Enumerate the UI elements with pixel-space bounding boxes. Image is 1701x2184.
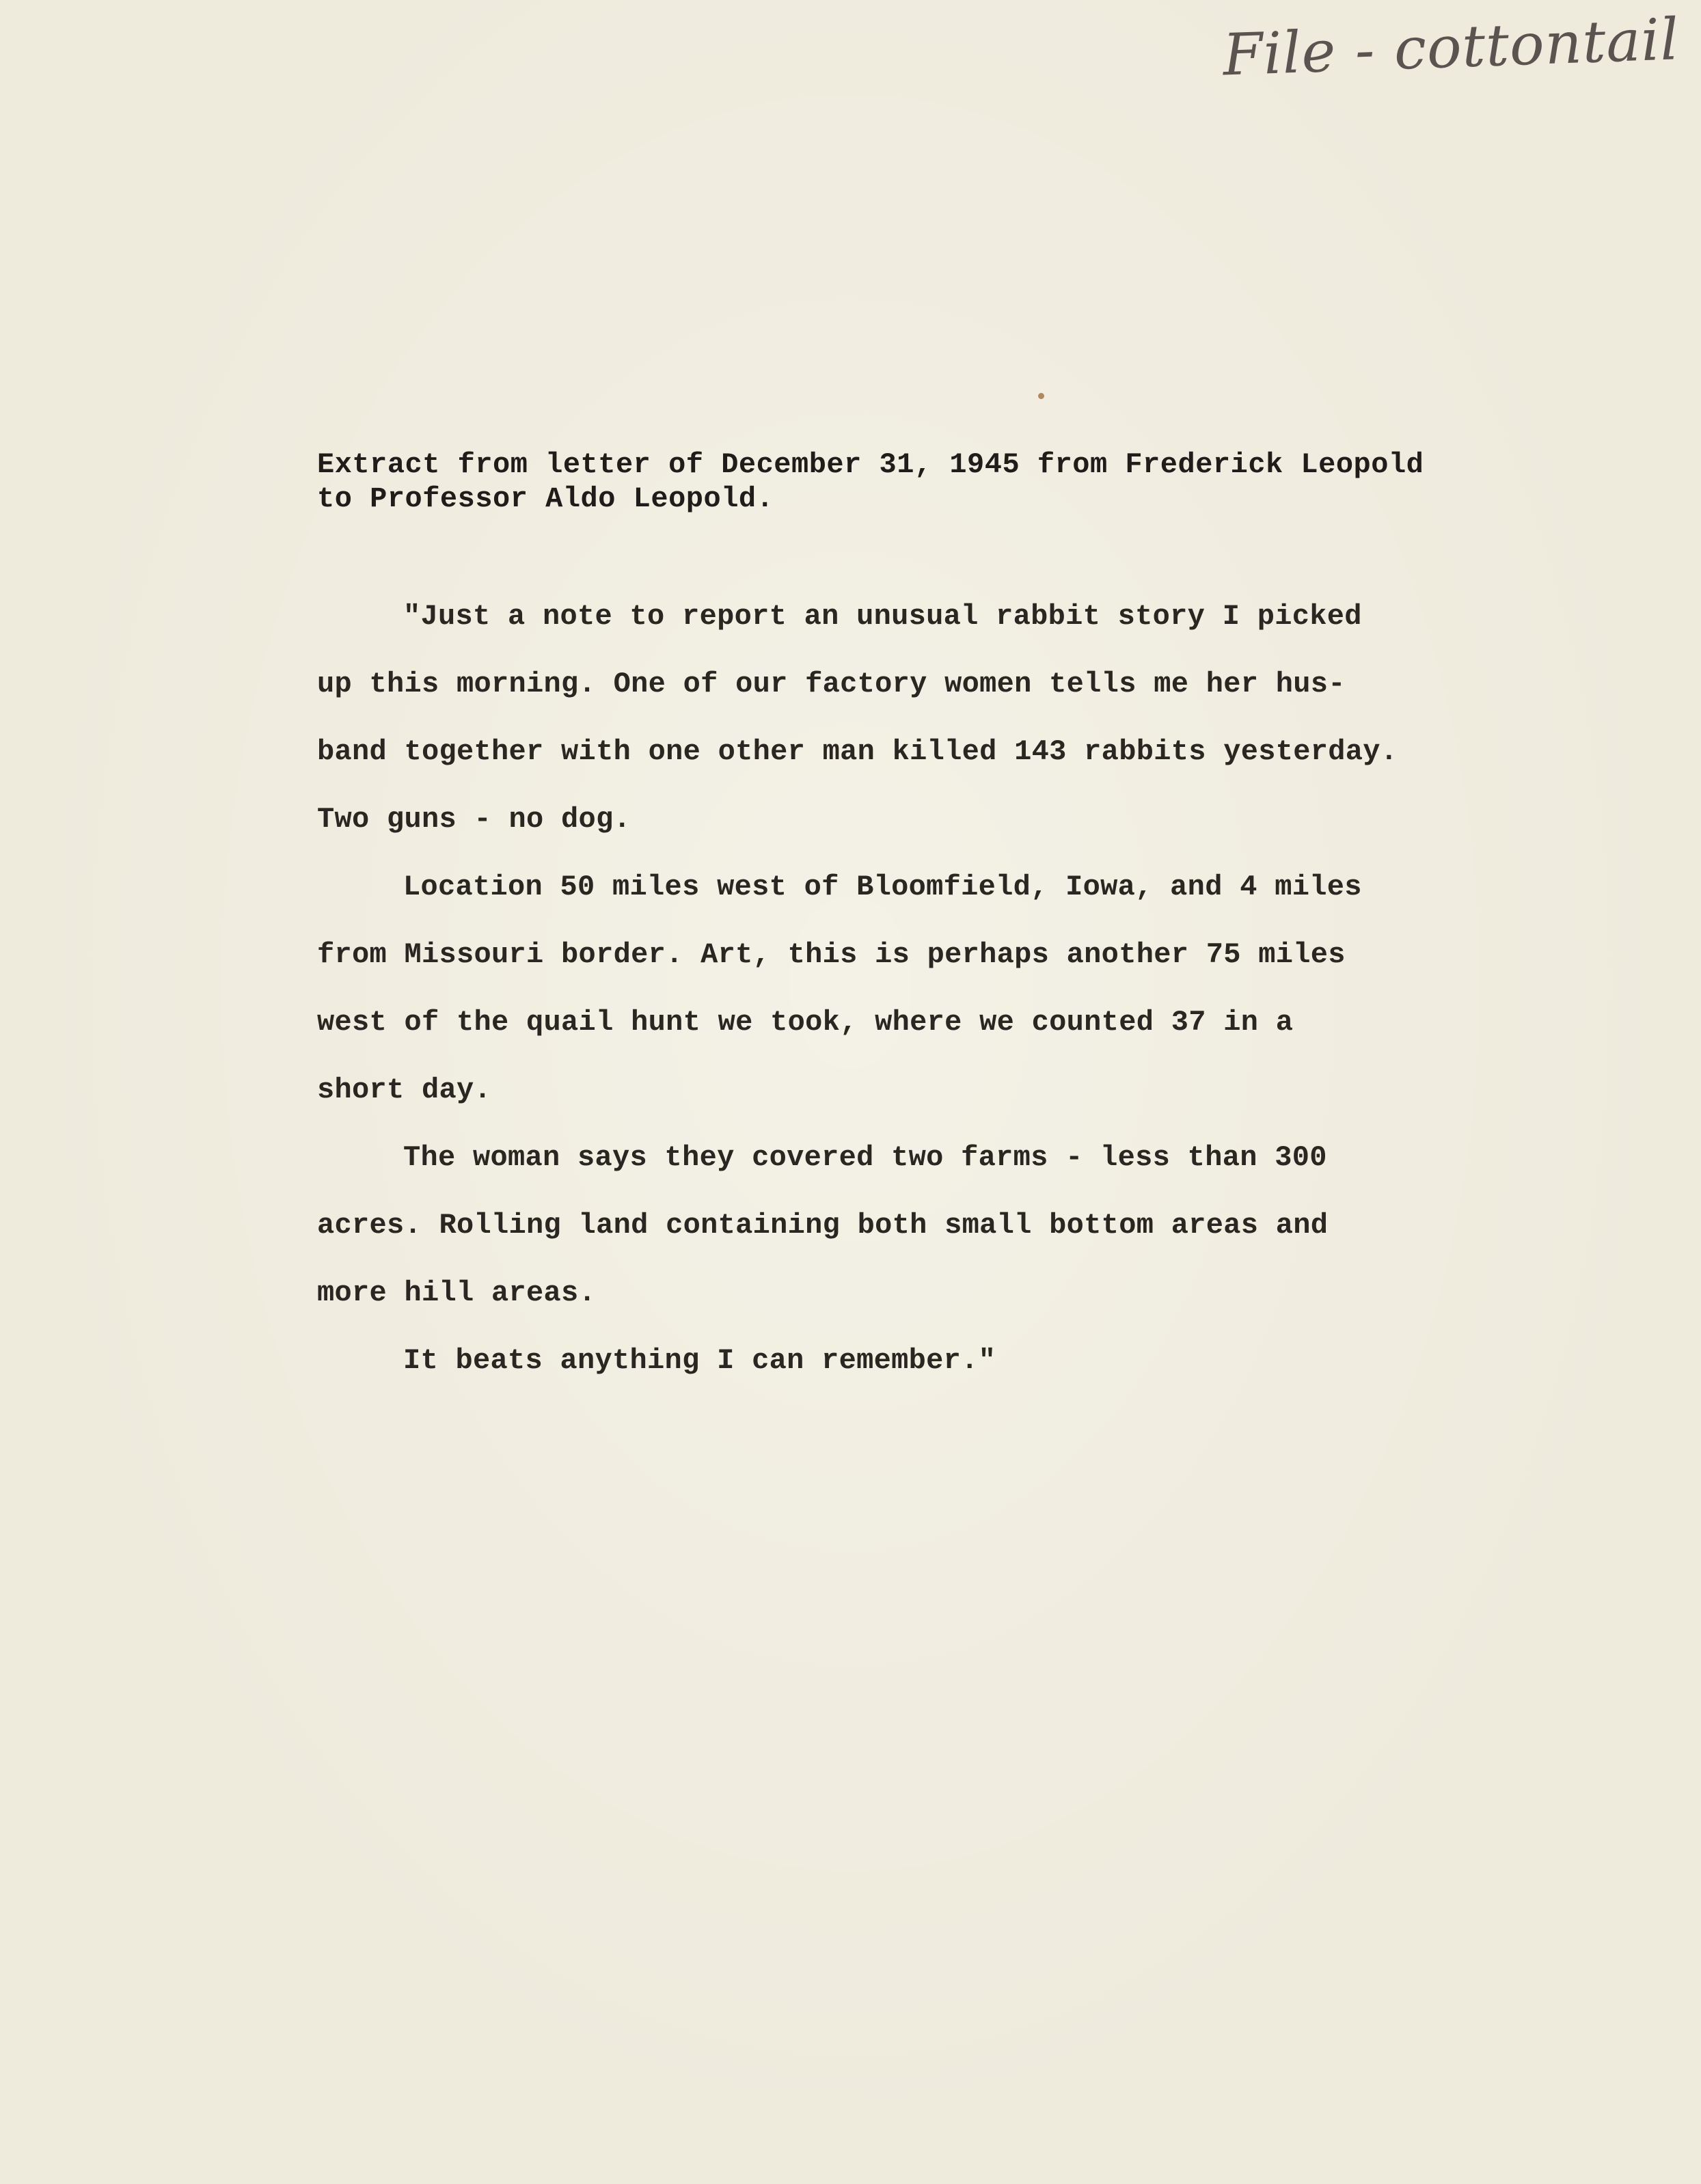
body-line: band together with one other man killed 143 rabbits yesterday. [317,735,1398,768]
body-line: The woman says they covered two farms - less than 300 [403,1141,1327,1174]
letter-body [317,583,1547,1395]
body-line: It beats anything I can remember." [403,1344,996,1377]
body-line: more hill areas. [317,1277,597,1309]
body-line: Two guns - no dog. [317,803,631,836]
paper-speck [1038,393,1044,399]
heading-line-1: Extract from letter of December 31, 1945 from Frederick Leopold [317,448,1424,481]
handwritten-annotation: File - cottontail [1221,5,1680,89]
body-line: short day. [317,1074,492,1106]
letter-heading [317,448,1479,516]
body-line: from Missouri border. Art, this is perhaps another 75 miles [317,938,1346,971]
body-line: Location 50 miles west of Bloomfield, Iowa, and 4 miles [403,871,1362,903]
body-line: acres. Rolling land containing both small bottom areas and [317,1209,1329,1242]
body-line: west of the quail hunt we took, where we counted 37 in a [317,1006,1294,1039]
body-line: "Just a note to report an unusual rabbit story I picked [403,600,1362,633]
body-line: up this morning. One of our factory women tells me her hus- [317,668,1346,700]
heading-line-2: to Professor Aldo Leopold. [317,482,774,515]
